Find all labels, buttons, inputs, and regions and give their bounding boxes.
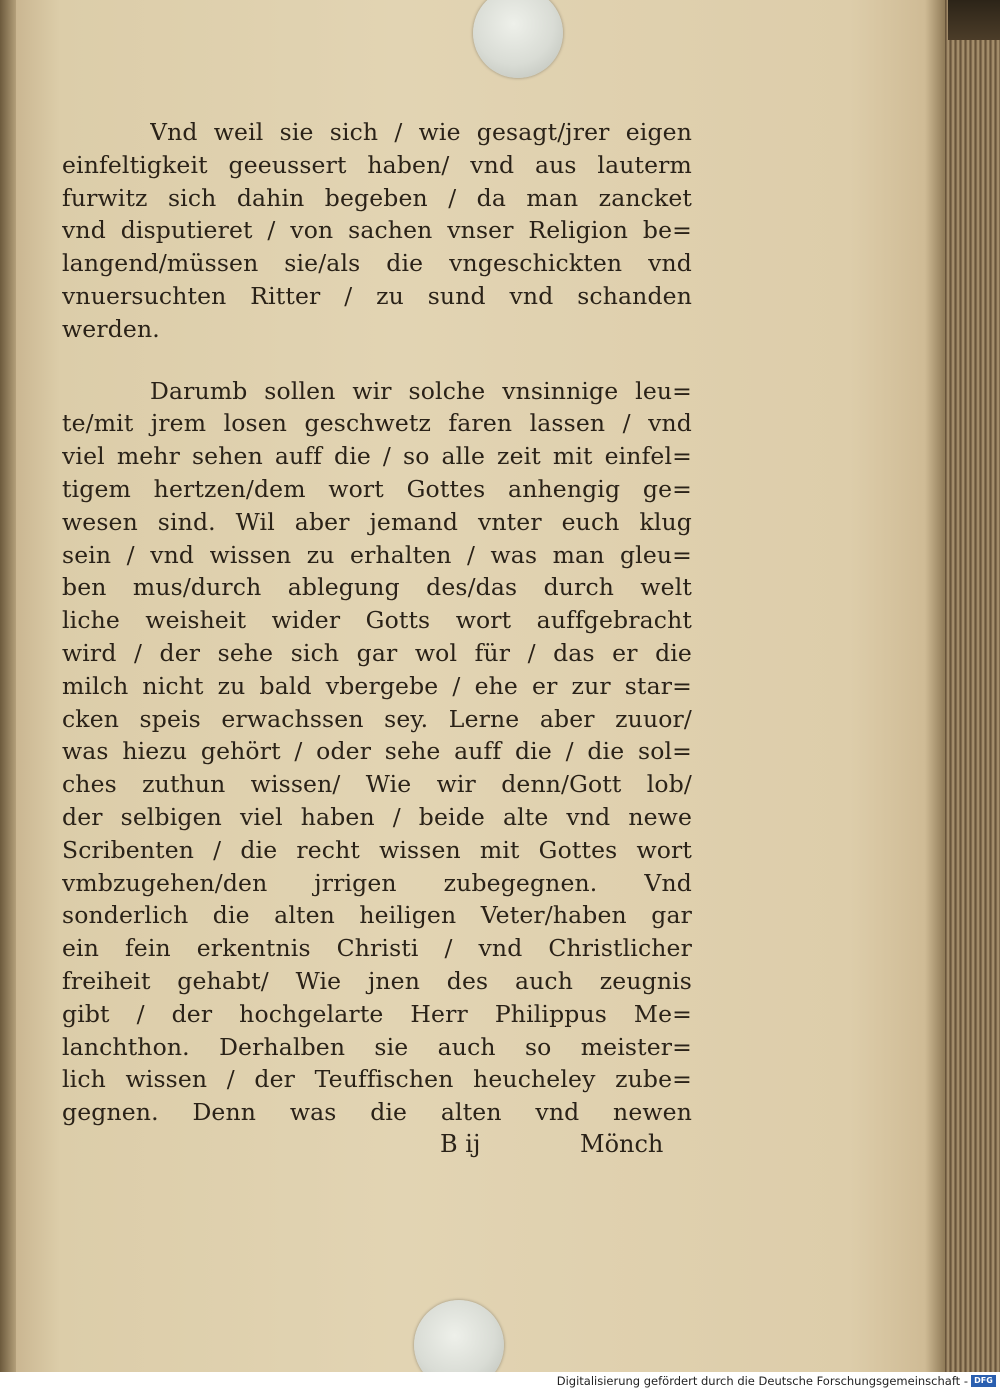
dfg-logo: DFG: [971, 1375, 996, 1387]
page-holder-clip-bottom: [414, 1300, 504, 1372]
text-line: vnuersuchten Ritter / zu sund vnd schanden: [62, 282, 692, 310]
text-line: ben mus/durch ablegung des/das durch welt: [62, 573, 692, 602]
catchword: Mönch: [580, 1130, 664, 1158]
text-line: lich wissen / der Teuffischen heucheley zube=: [62, 1065, 692, 1094]
text-line: ches zuthun wissen/ Wie wir denn/Gott lob/: [62, 770, 692, 799]
text-line: Vnd weil sie sich / wie gesagt/jrer eigen: [150, 118, 692, 146]
text-line: gibt / der hochgelarte Herr Philippus Me=: [62, 999, 692, 1028]
text-line: was hiezu gehört / oder sehe auff die / die sol=: [62, 737, 692, 766]
page-holder-clip-top: [473, 0, 563, 78]
signature-mark: B ij: [440, 1130, 481, 1158]
text-line: lanchthon. Derhalben sie auch so meister=: [62, 1032, 692, 1061]
text-line: tigem hertzen/dem wort Gottes anhengig ge=: [62, 475, 692, 503]
digitization-footer: [0, 1372, 1000, 1391]
text-line: einfeltigkeit geeussert haben/ vnd aus lauterm: [62, 150, 692, 179]
text-line: langend/müssen sie/als die vngeschickten vnd: [62, 249, 692, 278]
text-line: freiheit gehabt/ Wie jnen des auch zeugnis: [62, 967, 692, 995]
text-line: Scribenten / die recht wissen mit Gottes wort: [62, 835, 692, 864]
text-line: Darumb sollen wir solche vnsinnige leu=: [150, 376, 692, 405]
text-line: wesen sind. Wil aber jemand vnter euch klug: [62, 507, 692, 536]
text-line: vmbzugehen/den jrrigen zubegegnen. Vnd: [62, 868, 692, 897]
funding-credit: Digitalisierung gefördert durch die Deutsche Forschungsgemeinschaft -: [556, 1374, 968, 1388]
text-line: milch nicht zu bald vbergebe / ehe er zur star=: [62, 671, 692, 700]
book-page-edges: [945, 0, 1000, 1372]
text-line: furwitz sich dahin begeben / da man zancket: [62, 183, 692, 212]
text-line: der selbigen viel haben / beide alte vnd newe: [62, 803, 692, 831]
text-line: wird / der sehe sich gar wol für / das er die: [62, 639, 692, 667]
text-line: cken speis erwachssen sey. Lerne aber zuuor/: [62, 704, 692, 733]
text-line: liche weisheit wider Gotts wort auffgebracht: [62, 606, 692, 635]
text-line: sein / vnd wissen zu erhalten / was man gleu=: [62, 540, 692, 569]
book-page-edges-top: [948, 0, 1000, 40]
text-line: ein fein erkentnis Christi / vnd Christlicher: [62, 934, 692, 963]
text-line: viel mehr sehen auff die / so alle zeit mit einfel=: [62, 442, 692, 471]
text-line: te/mit jrem losen geschwetz faren lassen / vnd: [62, 409, 692, 438]
text-line: vnd disputieret / von sachen vnser Religion be=: [62, 216, 692, 245]
text-line: werden.: [62, 314, 160, 343]
text-line: gegnen. Denn was die alten vnd newen: [62, 1098, 692, 1127]
binding-shadow: [0, 0, 16, 1372]
text-line: sonderlich die alten heiligen Veter/haben gar: [62, 901, 692, 930]
